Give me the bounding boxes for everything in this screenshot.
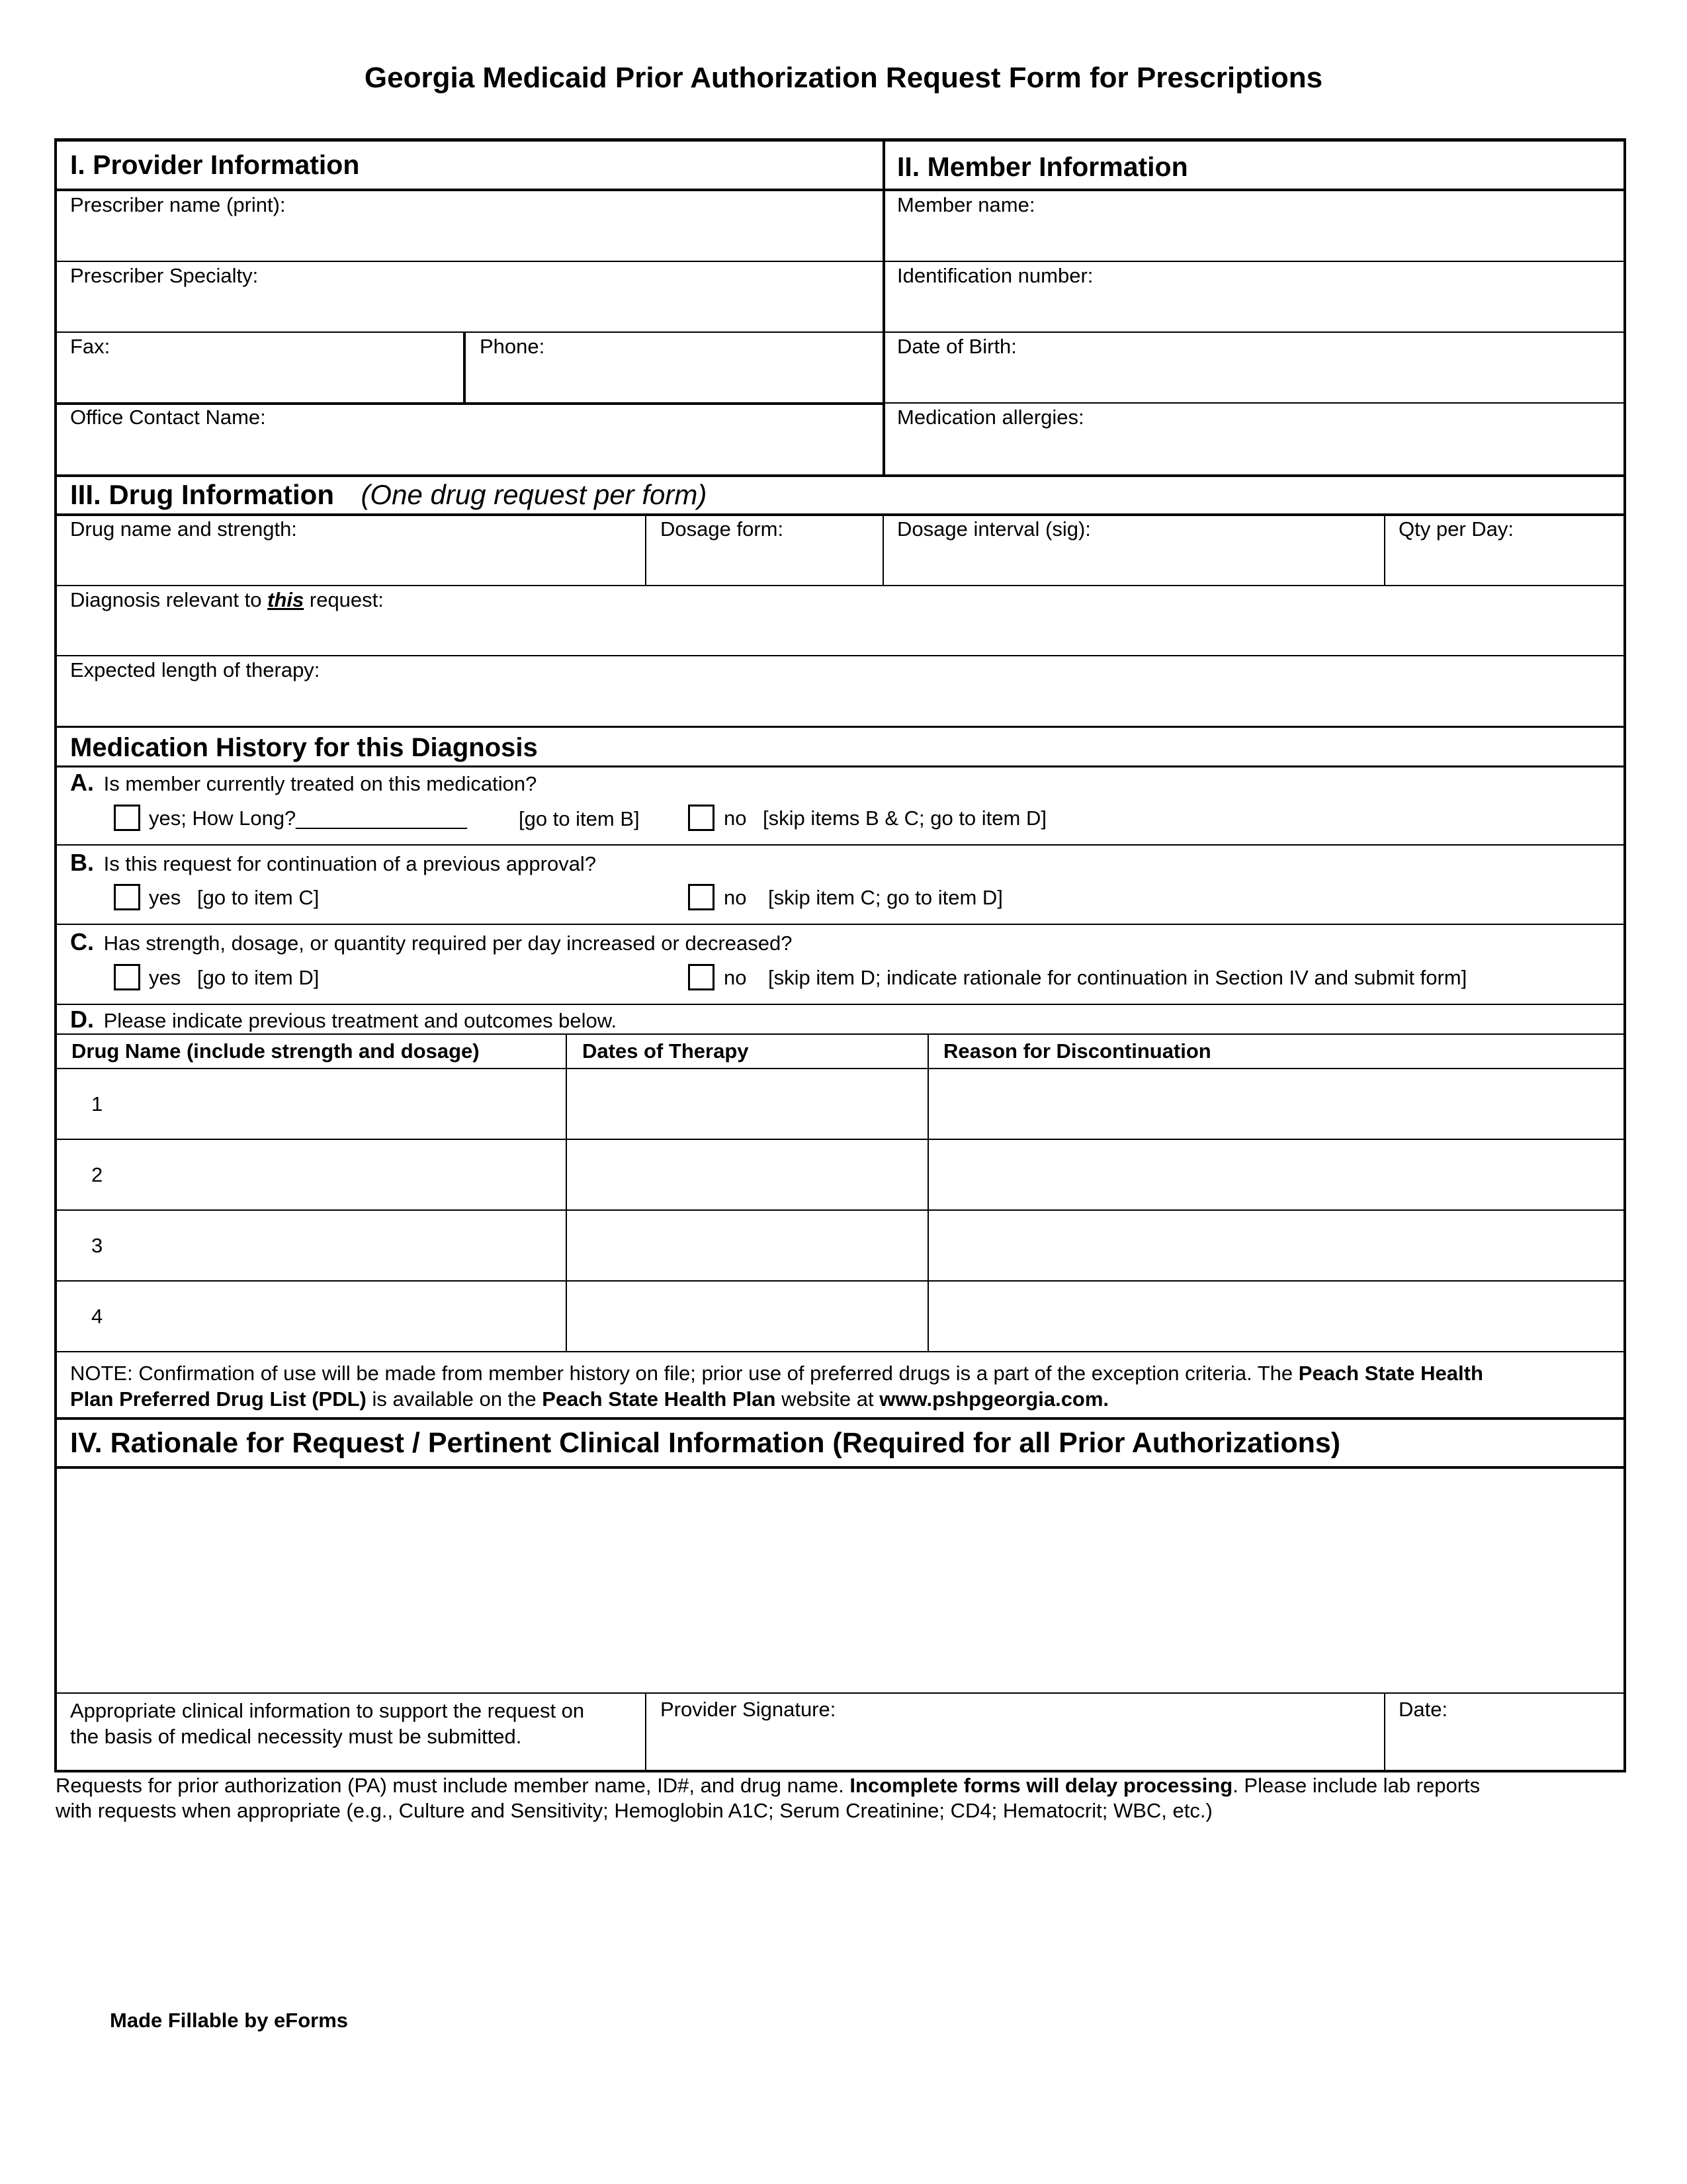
divider — [54, 655, 1626, 656]
prescriber-name-label: Prescriber name (print): — [70, 193, 286, 216]
history-drug-field[interactable] — [112, 1211, 564, 1279]
diagnosis-label-em: this — [267, 588, 304, 611]
row-number: 2 — [91, 1163, 103, 1186]
row-number: 4 — [91, 1305, 103, 1328]
item-a-question — [70, 771, 537, 796]
qty-per-day-label: Qty per Day: — [1399, 517, 1514, 541]
note-link: www.pshpgeorgia.com. — [879, 1387, 1109, 1411]
divider — [54, 1004, 1626, 1005]
item-c-yes-note: [go to item D] — [197, 966, 320, 989]
diagnosis-label — [70, 588, 384, 612]
item-b-yes-label: yes — [149, 886, 181, 909]
item-a-no-note: [skip items B & C; go to item D] — [763, 807, 1047, 830]
therapy-length-field[interactable] — [57, 683, 1623, 725]
clinical-info-note — [70, 1698, 584, 1749]
provider-signature-label: Provider Signature: — [660, 1698, 836, 1721]
divider — [54, 1351, 1626, 1352]
footer-text: with requests when appropriate (e.g., Culture and Sensitivity; Hemoglobin A1C; Serum Creatinine; CD4; Hematocrit; WBC, etc.) — [56, 1799, 1213, 1822]
diagnosis-field[interactable] — [57, 613, 1623, 654]
item-b-yes-note: [go to item C] — [197, 886, 320, 909]
made-fillable-credit: Made Fillable by eForms — [110, 2009, 349, 2032]
prescriber-specialty-label: Prescriber Specialty: — [70, 264, 259, 287]
fax-label: Fax: — [70, 335, 110, 358]
item-b-no-checkbox[interactable] — [688, 884, 714, 910]
history-dates-field[interactable] — [568, 1070, 926, 1137]
dosage-form-field[interactable] — [646, 543, 883, 584]
history-dates-field[interactable] — [568, 1282, 926, 1350]
prescriber-name-field[interactable] — [57, 218, 883, 259]
phone-field[interactable] — [466, 360, 883, 401]
item-c-no-note: [skip item D; indicate rationale for continuation in Section IV and submit form] — [768, 966, 1467, 989]
member-info-heading: II. Member Information — [897, 152, 1188, 182]
item-a-no-label: no — [724, 807, 747, 830]
footer-text: Requests for prior authorization (PA) must include member name, ID#, and drug name. — [56, 1774, 850, 1797]
row-number: 3 — [91, 1234, 103, 1257]
dosage-interval-field[interactable] — [884, 543, 1384, 584]
divider — [884, 402, 1626, 404]
fax-field[interactable] — [57, 360, 462, 401]
drug-name-strength-field[interactable] — [57, 543, 645, 584]
item-c-yes-checkbox[interactable] — [114, 964, 140, 990]
note-bold: Peach State Health — [1298, 1362, 1483, 1385]
item-d-text: Please indicate previous treatment and outcomes below. — [103, 1009, 617, 1032]
divider — [54, 261, 1626, 262]
footer-instructions — [56, 1773, 1480, 1823]
id-number-label: Identification number: — [897, 264, 1094, 287]
item-d-question — [70, 1008, 617, 1033]
divider — [928, 1034, 929, 1352]
divider — [54, 1280, 1626, 1282]
divider — [54, 924, 1626, 925]
note-bold: Peach State Health Plan — [542, 1387, 776, 1411]
item-c-text: Has strength, dosage, or quantity required per day increased or decreased? — [103, 932, 793, 955]
history-drug-field[interactable] — [112, 1070, 564, 1137]
dob-label: Date of Birth: — [897, 335, 1017, 358]
divider — [54, 726, 1626, 728]
form-border-top — [54, 138, 1626, 142]
row-number: 1 — [91, 1092, 103, 1115]
item-a-letter: A. — [70, 769, 94, 796]
date-label: Date: — [1399, 1698, 1448, 1721]
item-c-question — [70, 930, 792, 955]
office-contact-field[interactable] — [57, 431, 883, 473]
divider — [54, 1692, 1626, 1694]
divider — [54, 474, 1626, 477]
item-c-no-label: no — [724, 966, 747, 989]
divider — [54, 402, 885, 405]
provider-info-heading: I. Provider Information — [70, 150, 360, 180]
item-b-no-label: no — [724, 886, 747, 909]
item-c-no-checkbox[interactable] — [688, 964, 714, 990]
note-text: NOTE: Confirmation of use will be made from member history on file; prior use of preferred drugs is a part of the exception criteria. The — [70, 1362, 1299, 1385]
history-dates-field[interactable] — [568, 1141, 926, 1208]
item-b-text: Is this request for continuation of a previous approval? — [103, 852, 597, 875]
dosage-form-label: Dosage form: — [660, 517, 784, 541]
dosage-interval-label: Dosage interval (sig): — [897, 517, 1091, 541]
divider — [54, 585, 1626, 586]
divider — [54, 1139, 1626, 1140]
history-reason-field[interactable] — [930, 1141, 1623, 1208]
page-title: Georgia Medicaid Prior Authorization Request Form for Prescriptions — [364, 62, 1323, 94]
col-reason-header: Reason for Discontinuation — [943, 1039, 1211, 1063]
history-drug-field[interactable] — [112, 1282, 564, 1350]
item-b-question — [70, 851, 596, 876]
med-history-heading: Medication History for this Diagnosis — [70, 733, 538, 762]
item-b-no-note: [skip item C; go to item D] — [768, 886, 1003, 909]
diagnosis-label-pre: Diagnosis relevant to — [70, 588, 262, 611]
item-a-yes-label: yes; How Long?_______________ — [149, 807, 467, 830]
item-a-text: Is member currently treated on this medication? — [103, 772, 537, 795]
id-number-field[interactable] — [885, 289, 1623, 330]
form-border-right — [1623, 138, 1626, 1772]
col-dates-header: Dates of Therapy — [582, 1039, 749, 1063]
divider — [54, 189, 1626, 191]
item-a-yes-note: [go to item B] — [519, 807, 640, 830]
qty-per-day-field[interactable] — [1385, 543, 1623, 584]
note-text: is available on the — [366, 1387, 542, 1411]
divider — [54, 1033, 1626, 1035]
provider-signature-field[interactable] — [646, 1723, 1383, 1769]
rationale-heading: IV. Rationale for Request / Pertinent Clinical Information (Required for all Prior Authorizations) — [70, 1427, 1341, 1459]
item-c-letter: C. — [70, 928, 94, 955]
divider — [54, 331, 1626, 333]
history-dates-field[interactable] — [568, 1211, 926, 1279]
allergies-field[interactable] — [885, 431, 1623, 473]
dob-field[interactable] — [885, 360, 1623, 401]
history-reason-field[interactable] — [930, 1282, 1623, 1350]
divider — [566, 1034, 567, 1352]
item-a-yes-checkbox[interactable] — [114, 805, 140, 831]
history-reason-field[interactable] — [930, 1211, 1623, 1279]
phone-label: Phone: — [480, 335, 545, 358]
item-b-letter: B. — [70, 849, 94, 876]
drug-info-heading: III. Drug Information — [70, 479, 334, 510]
member-name-field[interactable] — [885, 218, 1623, 259]
clinical-info-line: Appropriate clinical information to support the request on — [70, 1699, 585, 1722]
note-bold: Plan Preferred Drug List (PDL) — [70, 1387, 367, 1411]
drug-info-heading-row — [70, 478, 707, 518]
drug-name-strength-label: Drug name and strength: — [70, 517, 297, 541]
note-text: website at — [775, 1387, 880, 1411]
form-border-bottom — [54, 1770, 1626, 1772]
divider — [54, 1209, 1626, 1211]
divider — [54, 1417, 1626, 1420]
item-c-yes-label: yes — [149, 966, 181, 989]
prescriber-specialty-field[interactable] — [57, 289, 883, 330]
item-b-yes-checkbox[interactable] — [114, 884, 140, 910]
office-contact-label: Office Contact Name: — [70, 406, 266, 429]
rationale-field[interactable] — [57, 1469, 1623, 1691]
divider — [54, 1068, 1626, 1069]
item-d-letter: D. — [70, 1006, 94, 1033]
therapy-length-label: Expected length of therapy: — [70, 658, 320, 681]
col-drug-name-header: Drug Name (include strength and dosage) — [71, 1039, 480, 1063]
divider — [54, 765, 1626, 767]
history-note — [70, 1360, 1618, 1412]
footer-text: . Please include lab reports — [1233, 1774, 1481, 1797]
footer-bold: Incomplete forms will delay processing — [849, 1774, 1233, 1797]
item-a-no-checkbox[interactable] — [688, 805, 714, 831]
member-name-label: Member name: — [897, 193, 1035, 216]
diagnosis-label-post: request: — [309, 588, 384, 611]
date-field[interactable] — [1385, 1723, 1623, 1769]
divider — [54, 844, 1626, 846]
clinical-info-line: the basis of medical necessity must be submitted. — [70, 1725, 522, 1748]
history-drug-field[interactable] — [112, 1141, 564, 1208]
allergies-label: Medication allergies: — [897, 406, 1084, 429]
history-reason-field[interactable] — [930, 1070, 1623, 1137]
drug-info-note: (One drug request per form) — [361, 479, 707, 510]
